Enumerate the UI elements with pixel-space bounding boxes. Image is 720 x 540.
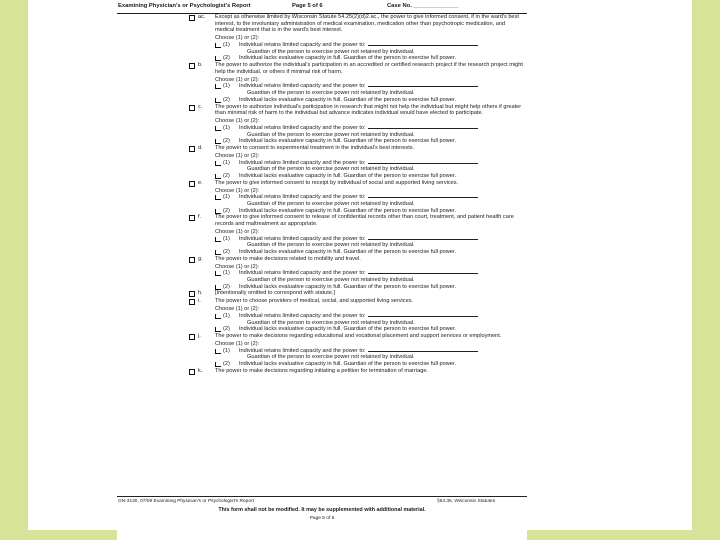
power-letter: b. [198,62,203,69]
power-checkbox[interactable] [189,105,195,111]
option-1-row [117,348,527,355]
option-number: (1) [223,270,230,277]
option-number: (1) [223,312,230,319]
guardian-note: Guardian of the person to exercise power not retained by individual. [247,200,415,207]
power-letter: i. [198,298,201,305]
option-1-text: Individual retains limited capacity and the power to: [231,236,523,243]
option-1-checkbox[interactable] [215,195,221,200]
choose-instruction: Choose (1) or (2): [215,152,260,159]
power-item-g [117,256,527,291]
option-2-row [117,97,527,104]
choose-instruction: Choose (1) or (2): [215,306,260,313]
power-letter: d. [198,144,203,151]
option-1-checkbox[interactable] [215,237,221,242]
power-text: The power to authorize the individual's participation in an accredited or certified research project if the research project might help the individual, or others if minimal risk of harm. [215,62,523,75]
option-2-checkbox[interactable] [215,174,221,179]
power-text: The power to consent to experimental treatment in the individual's best interests. [215,144,415,151]
power-text: Except as otherwise limited by Wisconsin Statute 54.25(2)(d)2.ac., the power to give informed consent, if in the ward's best interest, to the involuntary administration of medical examination, medication other than psychotropic medication, and medical treatment that is in the ward's best interest. [215,14,519,34]
option-number: (2) [223,361,230,368]
right-border-band [692,0,720,540]
option-1-row [117,236,527,243]
case-number-field[interactable]: Case No. ______________ [387,3,459,9]
option-2-checkbox[interactable] [215,362,221,367]
option-1-checkbox[interactable] [215,84,221,89]
option-number: (2) [223,326,230,333]
report-title: Examining Physician's or Psychologist's Report [118,3,251,9]
option-2-checkbox[interactable] [215,250,221,255]
option-1-text: Individual retains limited capacity and the power to: [231,83,523,90]
guardian-note: Guardian of the person to exercise power not retained by individual. [247,319,415,326]
power-checkbox[interactable] [189,215,195,221]
option-1-row [117,42,527,49]
footer-note: This form shall not be modified. It may be supplemented with additional material. [218,507,426,513]
choose-instruction: Choose (1) or (2): [215,35,260,42]
option-2-checkbox[interactable] [215,327,221,332]
option-1-row [117,160,527,167]
guardian-note: Guardian of the person to exercise power not retained by individual. [247,277,415,284]
document-page [117,0,527,540]
power-text: The power to authorize individual's participation in research that might not help the individual but might help others if greater than minimal risk of harm to the individual but advance indicates individual would have elected to participate. [215,103,522,117]
option-number: (2) [223,55,230,62]
option-2-checkbox[interactable] [215,139,221,144]
page-number: Page 5 of 6 [292,3,323,9]
power-row [117,62,527,75]
power-item-h [117,290,527,297]
option-2-text: Individual lacks evaluative capacity in full. Guardian of the person to exercise full power. [239,361,457,368]
power-row [117,290,527,297]
option-number: (2) [223,96,230,103]
power-checkbox[interactable] [189,181,195,187]
option-2-text: Individual lacks evaluative capacity in full. Guardian of the person to exercise full power. [239,249,457,256]
option-1-text: Individual retains limited capacity and the power to: [231,160,523,167]
option-2-text: Individual lacks evaluative capacity in full. Guardian of the person to exercise full power. [239,207,457,214]
option-2-row [117,361,527,368]
option-2-checkbox[interactable] [215,285,221,290]
option-1-row [117,270,527,277]
power-item-j [117,333,527,368]
option-number: (1) [223,347,230,354]
option-number: (2) [223,138,230,145]
choose-instruction: Choose (1) or (2): [215,228,260,235]
power-text: The power to make decisions regarding initiating a petition for termination of marriage. [215,367,428,374]
option-number: (1) [223,159,230,166]
power-checkbox[interactable] [189,15,195,21]
power-item-i [117,298,527,333]
option-1-text: Individual retains limited capacity and the power to: [231,348,523,355]
power-letter: f. [198,214,202,221]
footer-page-number: Page 5 of 6 [309,516,335,521]
power-row [117,14,527,34]
option-2-text: Individual lacks evaluative capacity in full. Guardian of the person to exercise full power. [239,283,457,290]
choose-instruction: Choose (1) or (2): [215,187,260,194]
power-item-ac [117,14,527,62]
power-row [117,333,527,340]
option-2-row [117,208,527,215]
power-checkbox[interactable] [189,299,195,305]
option-number: (1) [223,194,230,201]
power-row [117,104,527,117]
option-1-text: Individual retains limited capacity and the power to: [231,313,523,320]
power-letter: g. [198,255,203,262]
power-text: The power to choose providers of medical, social, and supported living services. [215,298,414,305]
power-row [117,180,527,187]
guardian-note: Guardian of the person to exercise power not retained by individual. [247,131,415,138]
option-1-text: Individual retains limited capacity and the power to: [231,42,523,49]
option-1-text: Individual retains limited capacity and the power to: [231,125,523,132]
choose-instruction: Choose (1) or (2): [215,340,260,347]
option-2-row [117,326,527,333]
option-1-row [117,125,527,132]
option-number: (2) [223,283,230,290]
guardian-note: Guardian of the person to exercise power not retained by individual. [247,90,415,97]
option-1-row [117,194,527,201]
power-text: The power to make decisions regarding educational and vocational placement and support services or employment. [215,333,502,340]
power-row [117,368,527,375]
option-2-text: Individual lacks evaluative capacity in full. Guardian of the person to exercise full power. [239,96,457,103]
power-item-b [117,62,527,103]
option-2-checkbox[interactable] [215,56,221,61]
power-letter: ac. [198,14,206,20]
guardian-note: Guardian of the person to exercise power not retained by individual. [247,242,415,249]
option-1-row [117,313,527,320]
option-2-text: Individual lacks evaluative capacity in full. Guardian of the person to exercise full power. [239,138,457,145]
option-2-row [117,138,527,145]
power-item-c [117,104,527,145]
guardian-note: Guardian of the person to exercise power not retained by individual. [247,166,415,173]
powers-list [117,14,527,376]
statute-reference: §54.36, Wisconsin Statutes [437,499,496,504]
option-1-checkbox[interactable] [215,161,221,166]
power-item-f [117,214,527,255]
power-row [117,214,527,227]
option-2-row [117,284,527,291]
form-id: GN-3130, 07/09 Examining Physician's or Psychologist's Report [118,499,254,504]
guardian-note: Guardian of the person to exercise power not retained by individual. [247,354,415,361]
option-1-checkbox[interactable] [215,349,221,354]
power-letter: k. [198,367,203,374]
option-2-checkbox[interactable] [215,98,221,103]
option-1-checkbox[interactable] [215,314,221,319]
power-item-e [117,180,527,215]
power-row [117,145,527,152]
option-2-row [117,249,527,256]
power-text: [Intentionally omitted to correspond with statute.] [215,290,336,297]
power-text: The power to give informed consent to receipt by individual of social and supported living services. [215,179,459,186]
power-checkbox[interactable] [189,369,195,375]
option-2-text: Individual lacks evaluative capacity in full. Guardian of the person to exercise full power. [239,172,457,179]
option-1-row [117,83,527,90]
option-1-checkbox[interactable] [215,126,221,131]
option-1-text: Individual retains limited capacity and the power to: [231,194,523,201]
power-letter: e. [198,179,203,186]
choose-instruction: Choose (1) or (2): [215,263,260,270]
guardian-note: Guardian of the person to exercise power not retained by individual. [247,48,415,55]
option-1-text: Individual retains limited capacity and the power to: [231,270,523,277]
option-2-row [117,55,527,62]
footer-rule [117,496,527,497]
option-2-text: Individual lacks evaluative capacity in full. Guardian of the person to exercise full power. [239,55,457,62]
power-checkbox[interactable] [189,334,195,340]
power-letter: h. [198,290,203,297]
power-row [117,298,527,305]
power-checkbox[interactable] [189,257,195,263]
option-number: (2) [223,207,230,214]
option-number: (2) [223,172,230,179]
choose-instruction: Choose (1) or (2): [215,118,260,125]
option-1-checkbox[interactable] [215,271,221,276]
option-number: (1) [223,124,230,131]
power-item-k [117,368,527,375]
power-row [117,256,527,263]
option-1-checkbox[interactable] [215,43,221,48]
option-2-row [117,173,527,180]
power-text: The power to give informed consent to release of confidential records other than court, treatment, and patient health care records and maltreatment as appropriate. [215,214,514,228]
power-text: The power to make decisions related to mobility and travel. [215,255,361,262]
choose-instruction: Choose (1) or (2): [215,76,260,83]
power-item-d [117,145,527,180]
power-checkbox[interactable] [189,146,195,152]
option-2-text: Individual lacks evaluative capacity in full. Guardian of the person to exercise full power. [239,326,457,333]
page-header [117,3,527,13]
left-border-band [0,0,28,540]
power-checkbox[interactable] [189,63,195,69]
power-letter: c. [198,103,203,110]
power-letter: j. [198,333,201,340]
option-number: (1) [223,83,230,90]
option-2-checkbox[interactable] [215,209,221,214]
option-number: (1) [223,235,230,242]
power-checkbox[interactable] [189,291,195,297]
option-number: (2) [223,249,230,256]
option-number: (1) [223,42,230,48]
